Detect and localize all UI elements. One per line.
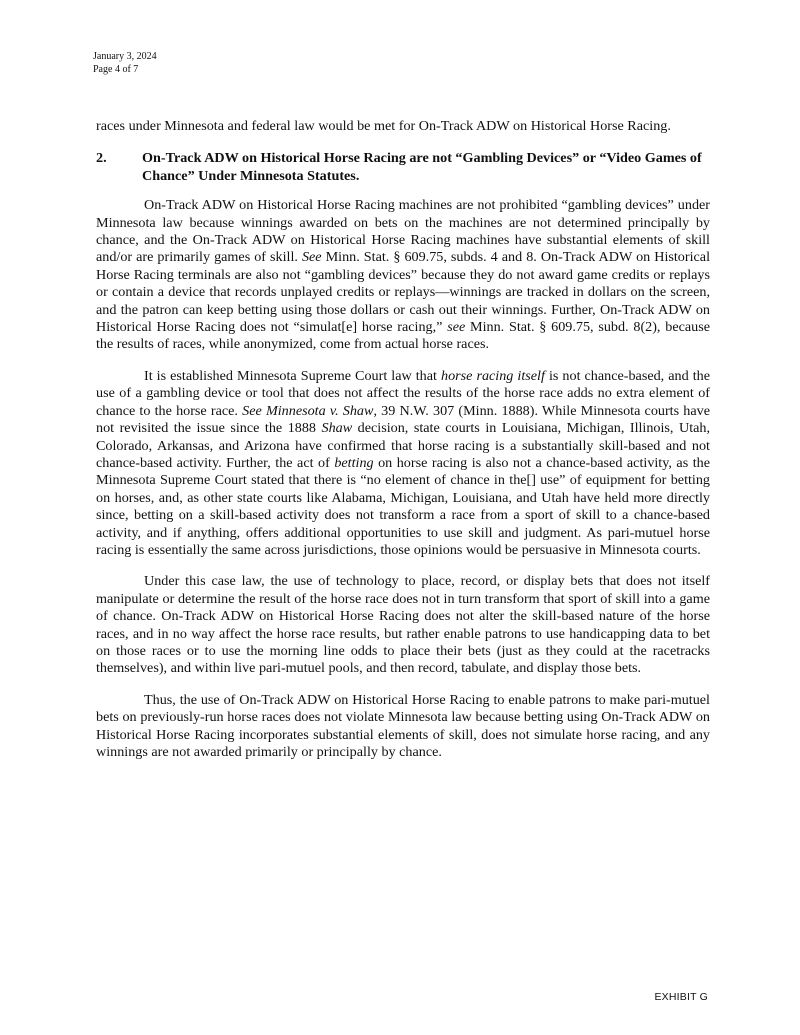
paragraph-1 xyxy=(96,197,710,354)
header-page-number: Page 4 of 7 xyxy=(93,64,139,75)
p2-text-g: decision, state courts in Louisiana, Michigan, Illinois, Utah, Colorado, Arkansas, and Arizona have confirmed that horse racing is a substantially skill-based and not chance-based activity. Further, the act of xyxy=(96,420,711,471)
p1-italic-see-2: see xyxy=(447,319,466,336)
p1-italic-see: See xyxy=(301,249,322,266)
p2-italic-shaw: Shaw xyxy=(321,420,353,437)
page-header xyxy=(93,50,157,76)
p1-text-a: On-Track ADW on Historical Horse Racing machines are not prohibited “gambling devices” under Minnesota law because winnings awarded on bets on the machines are not determined principally by chance, and the On-Track ADW on Historical Horse Racing machines have substantial elements of skill and/or are primarily games of skill. xyxy=(96,197,710,266)
p2-text-e: , 39 N.W. 307 (Minn. 1888). While Minnesota courts have not revisited the issue since the 1888 xyxy=(96,402,710,437)
p1-text-e: Minn. Stat. § 609.75, subd. 8(2), because the results of races, while anonymized, come from actual horse races. xyxy=(96,319,710,353)
p2-italic-case-citation: See Minnesota v. Shaw xyxy=(242,402,374,419)
document-body xyxy=(96,118,710,775)
section-heading xyxy=(96,150,710,185)
p2-text-a: It is established Minnesota Supreme Court law that xyxy=(144,367,441,384)
paragraph-2 xyxy=(96,368,710,559)
section-title: On-Track ADW on Historical Horse Racing are not “Gambling Devices” or “Video Games of Chance” Under Minnesota Statutes. xyxy=(142,150,702,184)
p1-text-c: Minn. Stat. § 609.75, subds. 4 and 8. On-Track ADW on Historical Horse Racing terminals are also not “gambling devices” because they do not award game credits or replays or contain a device that records unplayed credits or replays—winnings are tracked in dollars on the screen, and the patron can keep betting using those dollars or cash out their winnings. Further, On-Track ADW on Historical Horse Racing does not “simulat[e] horse racing,” xyxy=(96,249,710,336)
p2-italic-horse-racing-itself: horse racing itself xyxy=(441,367,545,384)
section-number: 2. xyxy=(96,150,107,167)
exhibit-label: EXHIBIT G xyxy=(654,991,708,1003)
lead-paragraph: races under Minnesota and federal law would be met for On-Track ADW on Historical Horse Racing. xyxy=(96,118,671,134)
header-date: January 3, 2024 xyxy=(93,51,157,62)
p2-text-c: is not chance-based, and the use of a gambling device or tool that does not affect the results of the horse race adds no extra element of chance to the horse race. xyxy=(96,367,710,419)
p2-italic-betting: betting xyxy=(334,454,374,471)
paragraph-4: Thus, the use of On-Track ADW on Historical Horse Racing to enable patrons to make pari-mutuel bets on previously-run horse races does not violate Minnesota law because betting using On-Track ADW on Historical Horse Racing incorporates substantial elements of skill, does not simulate horse racing, and any winnings are not awarded primarily or principally by chance. xyxy=(96,691,710,760)
p2-text-i: on horse racing is also not a chance-based activity, as the Minnesota Supreme Court stated that there is “no element of chance in the[] use” of equipment for betting on horses, and, as other state courts like Alabama, Michigan, Louisiana, and Utah have held more directly since, betting on a skill-based activity does not transform a race from a sport of skill to a chance-based activity, and if anything, offers additional opportunities to use skill and judgment. As pari-mutuel horse racing is essentially the same across jurisdictions, those opinions would be persuasive in Minnesota courts. xyxy=(96,454,710,558)
paragraph-3: Under this case law, the use of technology to place, record, or display bets that does not itself manipulate or determine the result of the horse race does not in turn transform that sport of skill into a game of chance. On-Track ADW on Historical Horse Racing does not alter the skill-based nature of the horse races, and in no way affect the horse race results, but rather enable patrons to use handicapping data to bet on those races or to use the morning line odds to place their bets (just as they could at the racetracks themselves), and within live pari-mutuel pools, and then record, tabulate, and display those bets. xyxy=(96,573,710,677)
